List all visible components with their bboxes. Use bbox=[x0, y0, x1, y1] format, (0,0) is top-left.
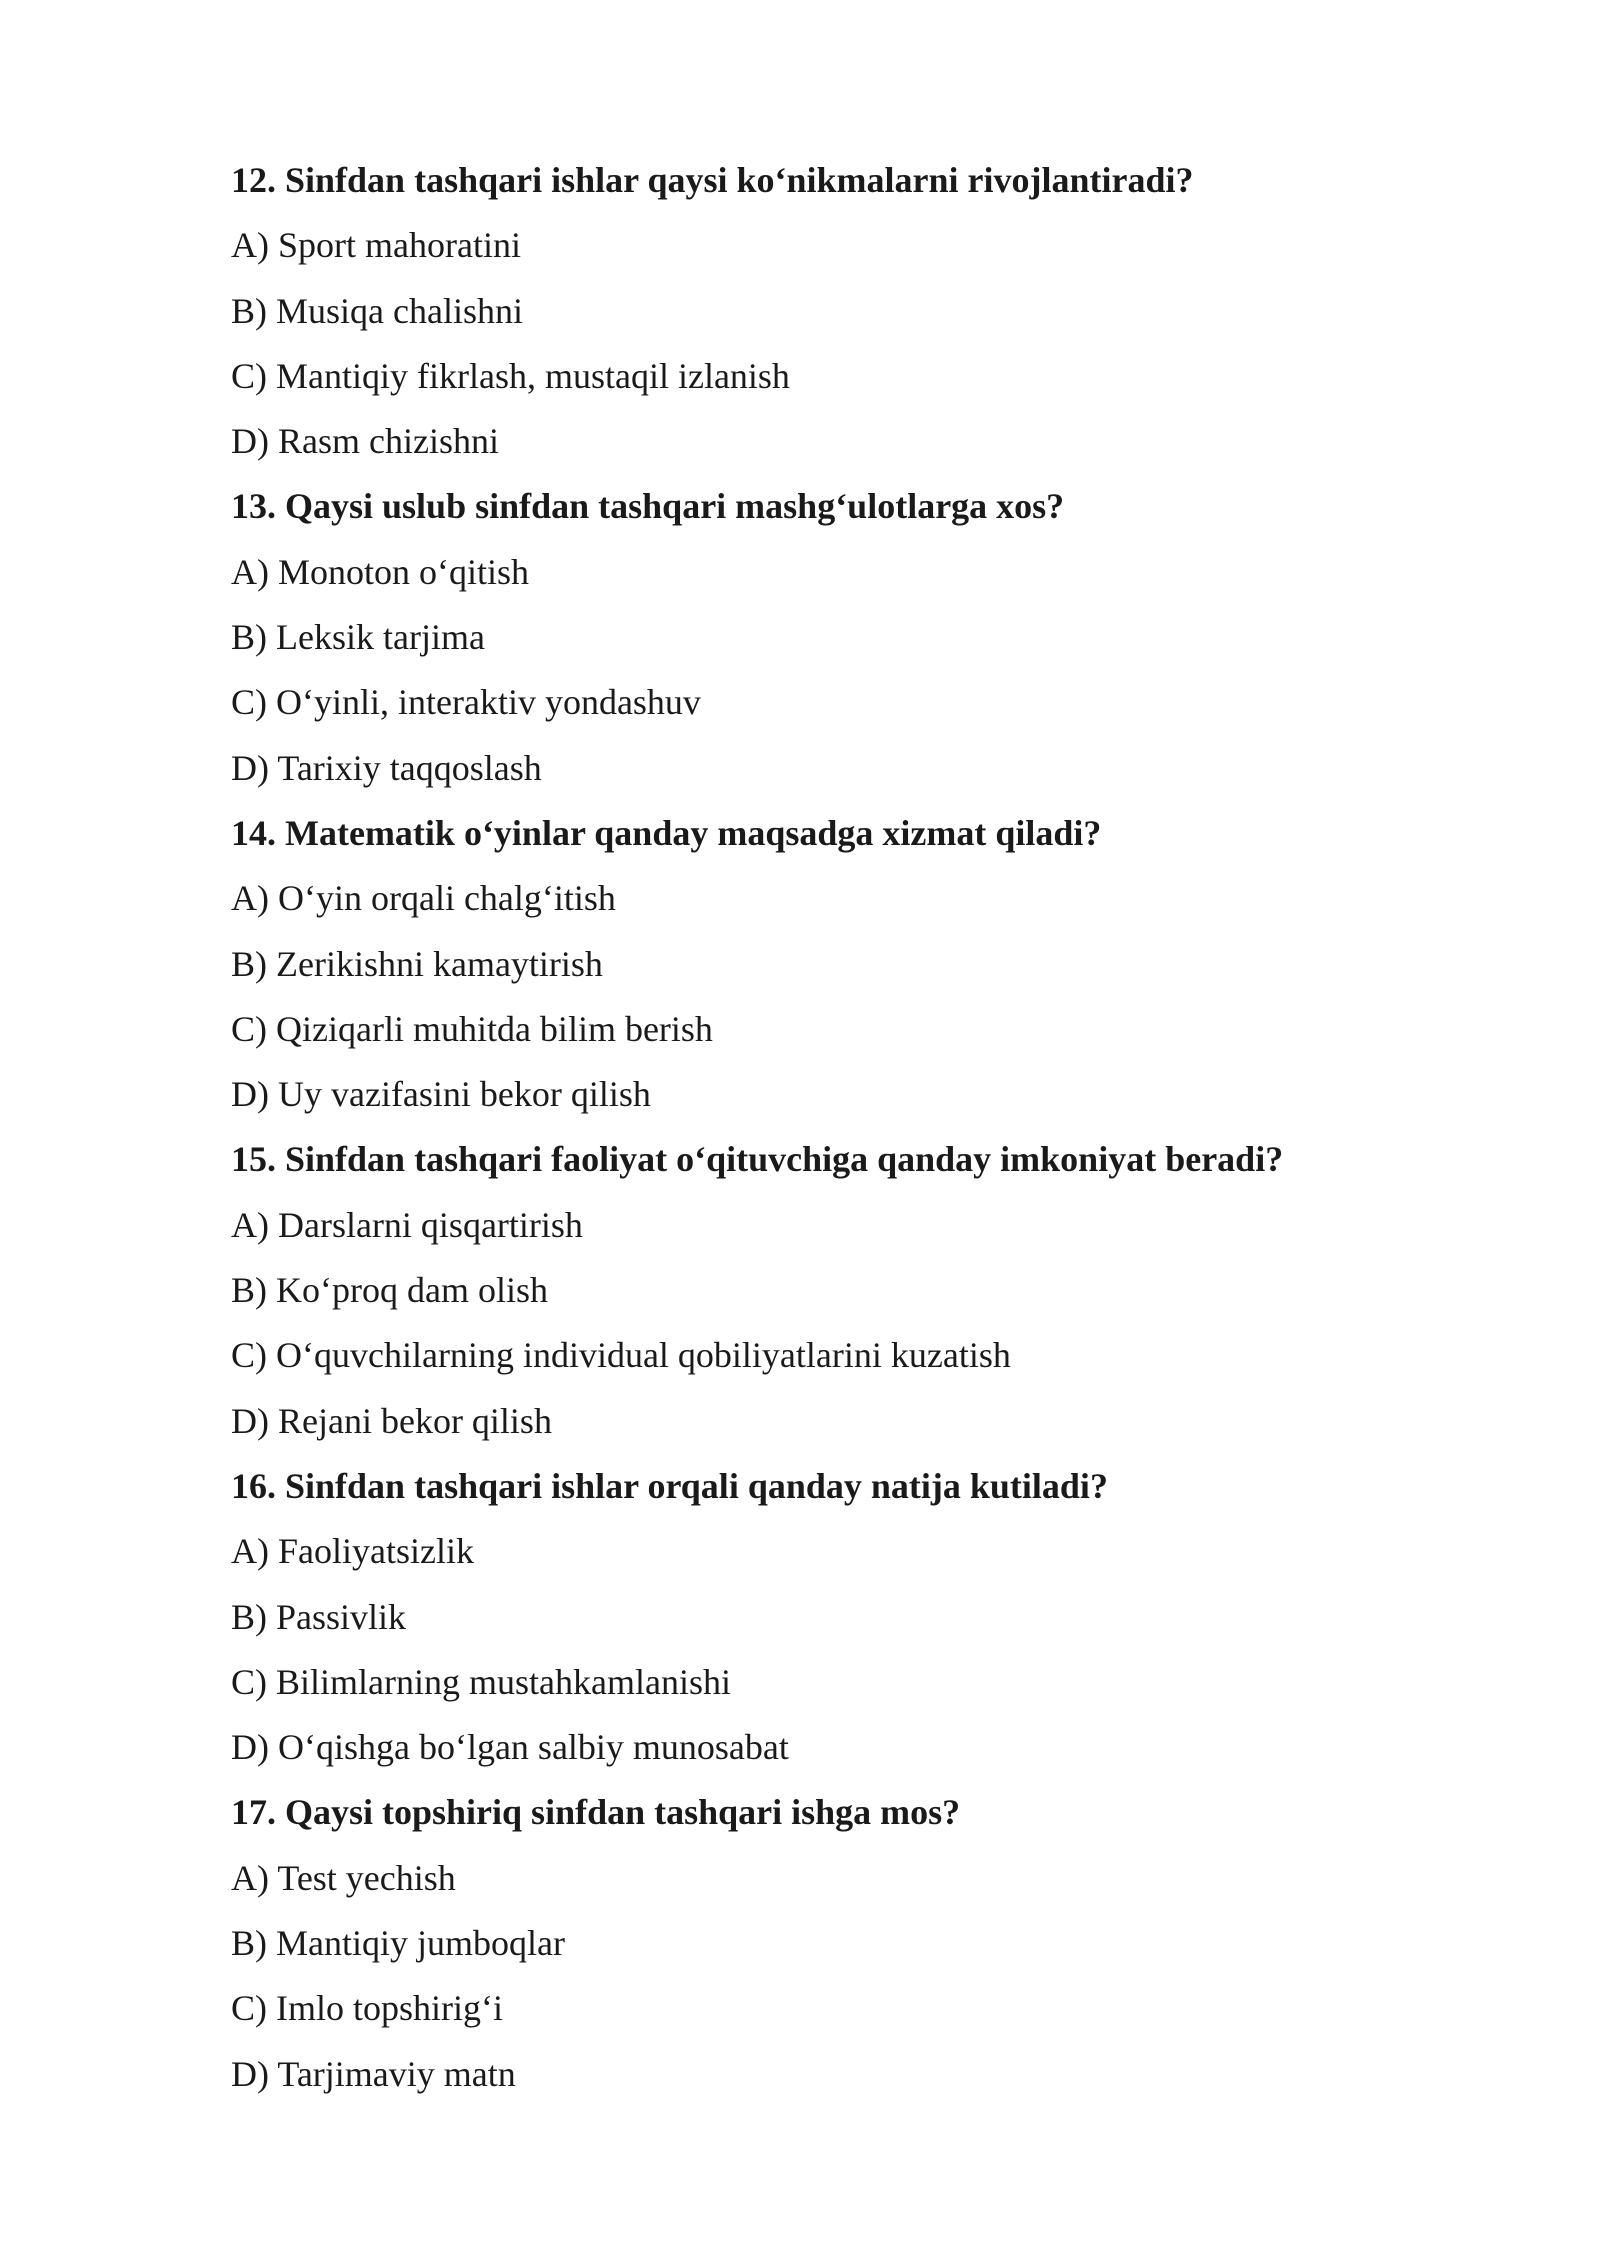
answer-option-a: A) Test yechish bbox=[231, 1857, 456, 1898]
answer-option-a: A) Monoton o‘qitish bbox=[231, 551, 530, 592]
answer-option-c: C) Qiziqarli muhitda bilim berish bbox=[231, 1008, 713, 1049]
answer-option-c: C) O‘yinli, interaktiv yondashuv bbox=[231, 682, 701, 723]
answer-option-b: B) Musiqa chalishni bbox=[231, 290, 523, 331]
question-block-17 bbox=[231, 1780, 1451, 2106]
question-block-15 bbox=[231, 1127, 1451, 1453]
answer-option-c: C) Mantiqiy fikrlash, mustaqil izlanish bbox=[231, 355, 790, 396]
answer-option-d: D) Rejani bekor qilish bbox=[231, 1400, 552, 1441]
question-block-13 bbox=[231, 474, 1451, 800]
question-block-16 bbox=[231, 1454, 1451, 1780]
answer-option-c: C) Imlo topshirig‘i bbox=[231, 1988, 503, 2029]
question-block-14 bbox=[231, 801, 1451, 1127]
question-text: 13. Qaysi uslub sinfdan tashqari mashg‘ulotlarga xos? bbox=[231, 486, 1065, 527]
answer-option-d: D) Uy vazifasini bekor qilish bbox=[231, 1074, 651, 1115]
answer-option-a: A) Faoliyatsizlik bbox=[231, 1531, 474, 1572]
question-list bbox=[231, 148, 1451, 2107]
answer-option-d: D) Rasm chizishni bbox=[231, 421, 499, 462]
answer-option-b: B) Passivlik bbox=[231, 1596, 407, 1637]
answer-option-c: C) Bilimlarning mustahkamlanishi bbox=[231, 1661, 731, 1702]
answer-option-b: B) Zerikishni kamaytirish bbox=[231, 943, 603, 984]
question-text: 14. Matematik o‘yinlar qanday maqsadga xizmat qiladi? bbox=[231, 812, 1102, 853]
answer-option-b: B) Ko‘proq dam olish bbox=[231, 1270, 548, 1311]
answer-option-d: D) Tarixiy taqqoslash bbox=[231, 747, 542, 788]
answer-option-a: A) Sport mahoratini bbox=[231, 225, 521, 266]
answer-option-b: B) Mantiqiy jumboqlar bbox=[231, 1923, 565, 1964]
answer-option-a: A) O‘yin orqali chalg‘itish bbox=[231, 878, 616, 919]
answer-option-d: D) Tarjimaviy matn bbox=[231, 2053, 516, 2094]
answer-option-c: C) O‘quvchilarning individual qobiliyatlarini kuzatish bbox=[231, 1335, 1011, 1376]
question-text: 17. Qaysi topshiriq sinfdan tashqari ishga mos? bbox=[231, 1792, 961, 1833]
answer-option-a: A) Darslarni qisqartirish bbox=[231, 1204, 583, 1245]
question-text: 12. Sinfdan tashqari ishlar qaysi ko‘nikmalarni rivojlantiradi? bbox=[231, 160, 1194, 200]
question-text: 16. Sinfdan tashqari ishlar orqali qanday natija kutiladi? bbox=[231, 1465, 1108, 1506]
answer-option-b: B) Leksik tarjima bbox=[231, 617, 485, 658]
question-text: 15. Sinfdan tashqari faoliyat o‘qituvchiga qanday imkoniyat beradi? bbox=[231, 1139, 1284, 1180]
answer-option-d: D) O‘qishga bo‘lgan salbiy munosabat bbox=[231, 1727, 789, 1768]
question-block-12 bbox=[231, 148, 1451, 474]
